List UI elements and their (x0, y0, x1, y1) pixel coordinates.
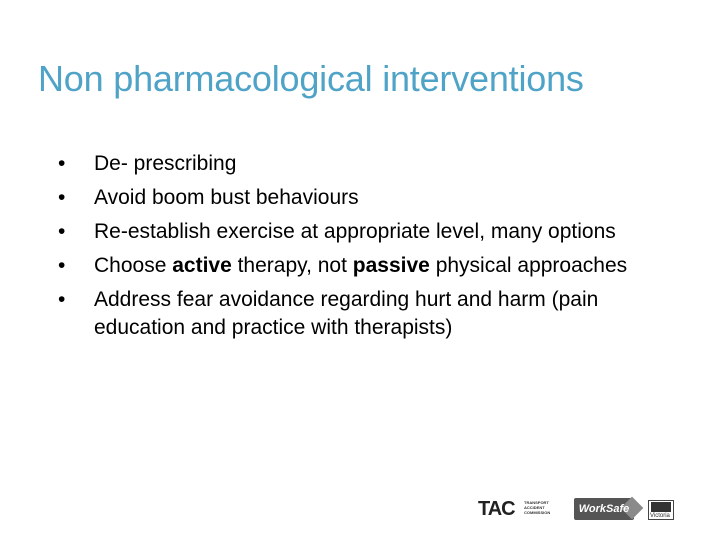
bullet-text: Address fear avoidance regarding hurt and harm (pain education and practice with therapists) (94, 288, 599, 339)
bullet-list (58, 150, 658, 348)
worksafe-logo-text: WorkSafe (578, 503, 630, 515)
victoria-logo-text: Victoria (650, 513, 670, 519)
tac-logo-text: TRANSPORT ACCIDENT COMMISSION (524, 500, 551, 515)
bullet-text: De- prescribing (94, 152, 237, 175)
slide-title: Non pharmacological interventions (38, 58, 584, 99)
footer-logos (478, 496, 678, 522)
bullet-item (58, 218, 658, 246)
bullet-dot-icon: • (58, 220, 66, 243)
bullet-text: Re-establish exercise at appropriate level, many options (94, 220, 616, 243)
bullet-dot-icon: • (58, 288, 66, 311)
bullet-item (58, 252, 658, 280)
bullet-dot-icon: • (58, 152, 66, 175)
bullet-emphasis: passive (352, 254, 430, 277)
bullet-item (58, 150, 658, 178)
victoria-logo (648, 500, 674, 520)
worksafe-logo (574, 498, 634, 520)
bullet-dot-icon: • (58, 186, 66, 209)
bullet-emphasis: active (172, 254, 232, 277)
tac-logo-mark: TAC (478, 498, 515, 520)
bullet-text: therapy, not (231, 254, 353, 277)
victoria-logo-mark-icon (651, 502, 671, 512)
bullet-text: Avoid boom bust behaviours (94, 186, 359, 209)
bullet-item (58, 286, 658, 342)
bullet-item (58, 184, 658, 212)
bullet-dot-icon: • (58, 254, 66, 277)
tac-logo (478, 496, 566, 522)
bullet-text: Choose (94, 254, 173, 277)
bullet-text: physical approaches (429, 254, 628, 277)
